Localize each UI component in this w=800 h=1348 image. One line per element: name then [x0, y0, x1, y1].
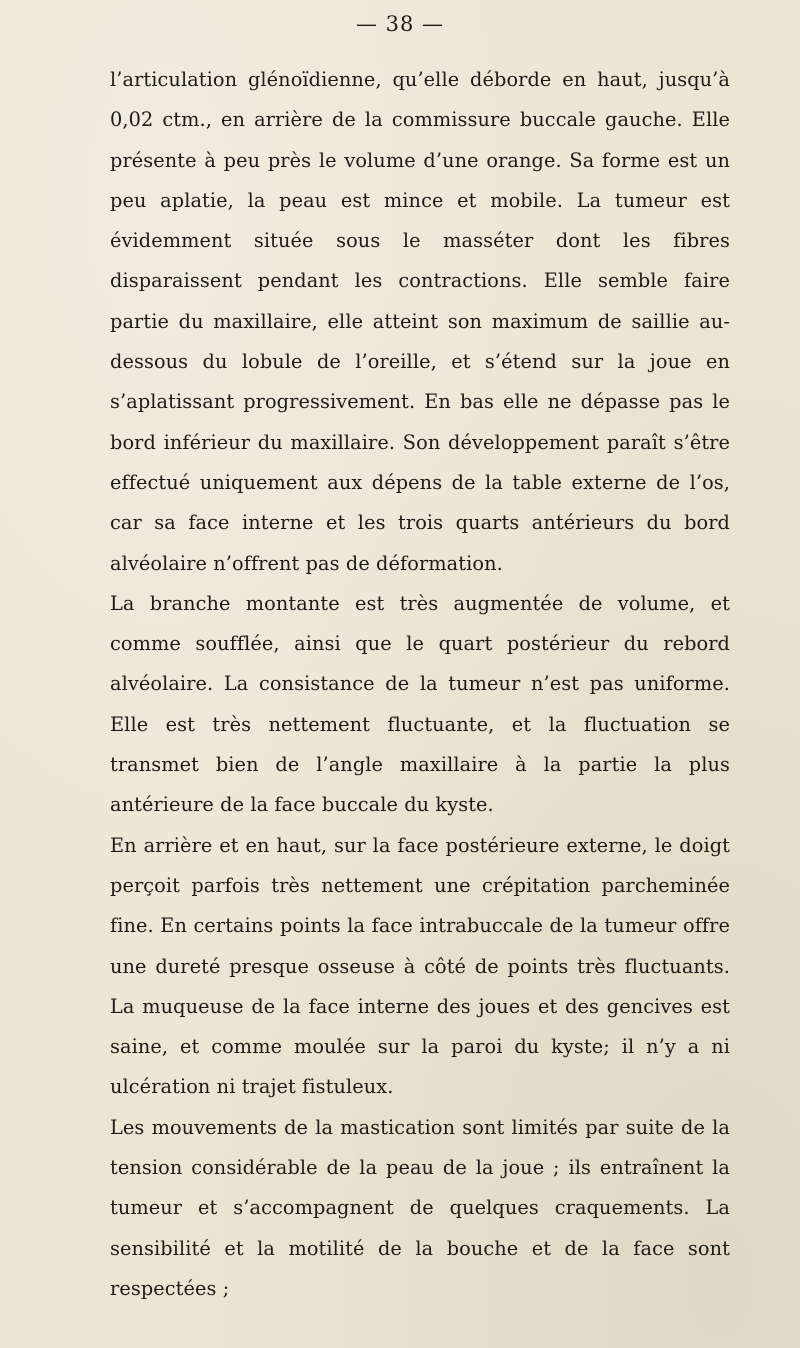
page-number: — 38 — [355, 12, 445, 36]
paragraph-4: Les mouvements de la mastication sont limités par suite de la tension considérable de la peau de la joue ; ils entraînent la tumeur et s’accompagnent de quelques craquements. La sensibilité et la motilité de la bouche et de la face sont respectées ; [110, 1115, 730, 1300]
paragraph-2: La branche montante est très augmentée de volume, et comme soufflée, ainsi que le quart postérieur du rebord alvéolaire. La consistance de la tumeur n’est pas uniforme. Elle est très nettement fluctuante, et la fluctuation se transmet bien de l’angle maxillaire à la partie la plus antérieure de la face buccale du kyste. [110, 591, 730, 817]
body-text [110, 60, 730, 1309]
paragraph-3: En arrière et en haut, sur la face postérieure externe, le doigt perçoit parfois très nettement une crépitation parcheminée fine. En certains points la face intrabuccale de la tumeur offre une dureté presque osseuse à côté de points très fluctuants. La muqueuse de la face interne des joues et des gencives est saine, et comme moulée sur la paroi du kyste; il n’y a ni ulcération ni trajet fistuleux. [110, 833, 730, 1099]
paragraph-1: l’articulation glénoïdienne, qu’elle déborde en haut, jusqu’à 0,02 ctm., en arrière de la commissure buccale gauche. Elle présente à peu près le volume d’une orange. Sa forme est un peu aplatie, la peau est mince et mobile. La tumeur est évidemment située sous le masséter dont les fibres disparaissent pendant les contractions. Elle semble faire partie du maxillaire, elle atteint son maximum de saillie au-dessous du lobule de l’oreille, et s’étend sur la joue en s’aplatissant progressivement. En bas elle ne dépasse pas le bord inférieur du maxillaire. Son développement paraît s’être effectué uniquement aux dépens de la table externe de l’os, car sa face interne et les trois quarts antérieurs du bord alvéolaire n’offrent pas de déformation. [110, 68, 730, 575]
